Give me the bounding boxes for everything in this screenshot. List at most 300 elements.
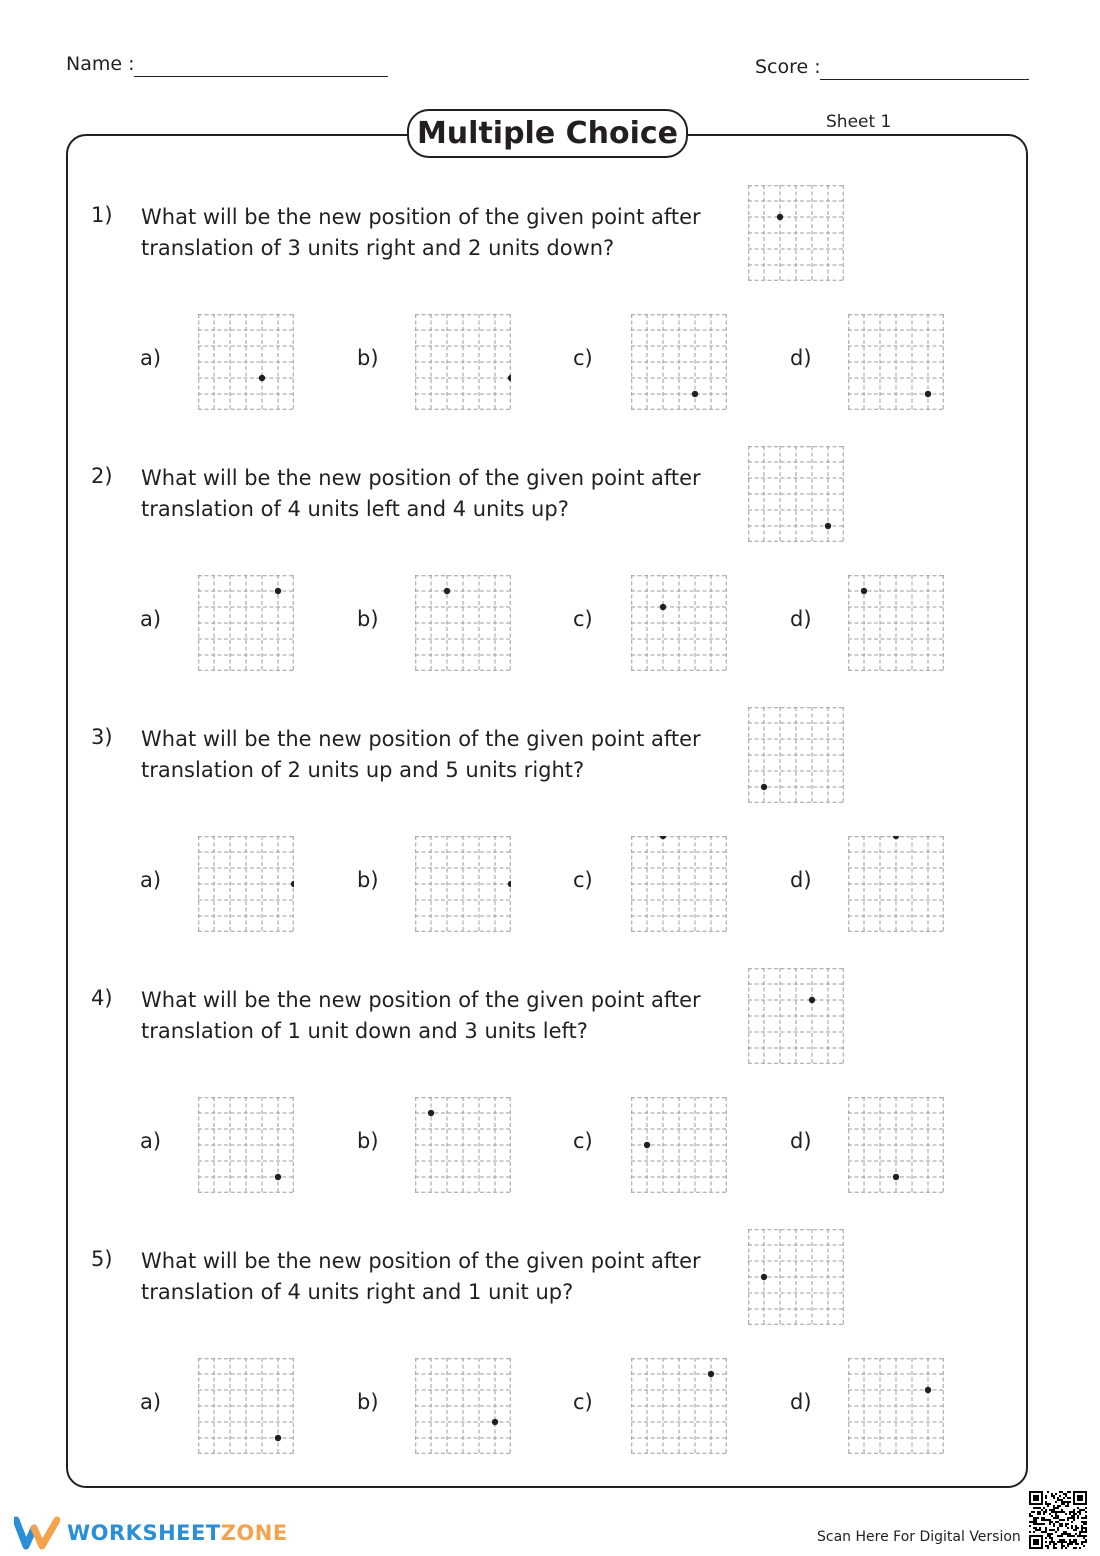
qr-module — [1051, 1511, 1053, 1513]
qr-module — [1067, 1543, 1069, 1545]
plotted-point — [893, 1174, 899, 1180]
qr-module — [1029, 1525, 1031, 1527]
qr-module — [1067, 1527, 1069, 1529]
qr-module — [1033, 1495, 1039, 1501]
qr-module — [1039, 1511, 1041, 1513]
qr-module — [1085, 1531, 1087, 1533]
qr-module — [1049, 1537, 1051, 1539]
qr-module — [1075, 1547, 1077, 1549]
option-label[interactable]: d) — [790, 346, 812, 370]
qr-module — [1055, 1547, 1057, 1549]
qr-module — [1083, 1535, 1085, 1537]
qr-module — [1033, 1527, 1035, 1529]
qr-module — [1067, 1533, 1069, 1535]
qr-module — [1045, 1509, 1047, 1511]
qr-module — [1053, 1497, 1055, 1499]
qr-module — [1063, 1503, 1065, 1505]
qr-module — [1073, 1529, 1075, 1531]
qr-module — [1047, 1505, 1049, 1507]
given-point-grid — [748, 1229, 844, 1325]
qr-code-icon[interactable] — [1029, 1491, 1087, 1549]
qr-module — [1061, 1545, 1063, 1547]
qr-module — [1071, 1541, 1073, 1543]
qr-module — [1045, 1527, 1047, 1529]
qr-module — [1033, 1517, 1035, 1519]
qr-module — [1067, 1517, 1069, 1519]
qr-module — [1067, 1523, 1069, 1525]
qr-module — [1049, 1513, 1051, 1515]
qr-module — [1029, 1515, 1031, 1517]
plotted-point — [660, 604, 666, 610]
page-title: Multiple Choice — [407, 109, 688, 158]
option-label[interactable]: c) — [573, 346, 593, 370]
qr-module — [1033, 1521, 1035, 1523]
option-label[interactable]: c) — [573, 607, 593, 631]
qr-module — [1057, 1541, 1059, 1543]
qr-module — [1085, 1535, 1087, 1537]
qr-module — [1085, 1517, 1087, 1519]
qr-module — [1085, 1523, 1087, 1525]
qr-module — [1069, 1543, 1071, 1545]
qr-module — [1061, 1511, 1063, 1513]
qr-module — [1047, 1503, 1049, 1505]
qr-module — [1067, 1535, 1069, 1537]
question-text: What will be the new position of the given point after translation of 1 unit down and 3 units left? — [141, 988, 701, 1043]
option-label[interactable]: b) — [357, 1390, 379, 1414]
qr-module — [1069, 1541, 1071, 1543]
option-label[interactable]: a) — [140, 1129, 162, 1153]
qr-module — [1075, 1525, 1077, 1527]
option-label[interactable]: d) — [790, 607, 812, 631]
qr-module — [1035, 1507, 1037, 1509]
worksheetzone-logo-icon — [14, 1516, 60, 1550]
qr-module — [1063, 1533, 1065, 1535]
plotted-point — [275, 1435, 281, 1441]
sheet-label: Sheet 1 — [826, 112, 892, 132]
score-field[interactable] — [820, 79, 1029, 80]
qr-module — [1065, 1501, 1067, 1503]
qr-module — [1043, 1507, 1045, 1509]
qr-module — [1041, 1517, 1043, 1519]
qr-module — [1079, 1535, 1081, 1537]
plotted-point — [492, 1419, 498, 1425]
qr-module — [1053, 1541, 1055, 1543]
answer-option-grid[interactable] — [198, 1097, 294, 1193]
qr-module — [1069, 1491, 1071, 1493]
qr-module — [1081, 1521, 1083, 1523]
qr-module — [1055, 1521, 1057, 1523]
qr-module — [1075, 1543, 1077, 1545]
qr-module — [1057, 1521, 1059, 1523]
qr-module — [1061, 1523, 1063, 1525]
option-label[interactable]: d) — [790, 868, 812, 892]
qr-module — [1061, 1541, 1063, 1543]
given-point-grid — [748, 968, 844, 1064]
qr-module — [1035, 1517, 1037, 1519]
qr-module — [1045, 1519, 1047, 1521]
qr-module — [1069, 1501, 1071, 1503]
qr-module — [1077, 1517, 1079, 1519]
qr-module — [1049, 1509, 1051, 1511]
qr-module — [1047, 1535, 1049, 1537]
qr-module — [1057, 1511, 1059, 1513]
qr-module — [1073, 1539, 1075, 1541]
qr-module — [1061, 1543, 1063, 1545]
plotted-point — [893, 836, 899, 839]
answer-option-grid[interactable] — [198, 1358, 294, 1454]
question-number: 5) — [91, 1247, 113, 1271]
answer-option-grid[interactable] — [415, 1358, 511, 1454]
qr-module — [1037, 1513, 1039, 1515]
qr-module — [1061, 1535, 1063, 1537]
qr-module — [1067, 1519, 1069, 1521]
qr-module — [1079, 1509, 1081, 1511]
qr-module — [1085, 1527, 1087, 1529]
qr-module — [1065, 1493, 1067, 1495]
qr-module — [1035, 1523, 1037, 1525]
answer-option-grid[interactable] — [198, 314, 294, 410]
qr-module — [1053, 1509, 1055, 1511]
qr-module — [1047, 1533, 1049, 1535]
qr-module — [1051, 1537, 1053, 1539]
qr-module — [1067, 1497, 1069, 1499]
qr-module — [1031, 1521, 1033, 1523]
qr-module — [1077, 1515, 1079, 1517]
qr-module — [1063, 1541, 1065, 1543]
answer-option-grid[interactable] — [631, 314, 727, 410]
option-label[interactable]: b) — [357, 1129, 379, 1153]
qr-module — [1075, 1541, 1077, 1543]
answer-option-grid[interactable] — [415, 314, 511, 410]
qr-module — [1061, 1509, 1063, 1511]
qr-module — [1063, 1519, 1065, 1521]
given-point-grid — [748, 185, 844, 281]
qr-module — [1073, 1535, 1075, 1537]
plotted-point — [428, 1110, 434, 1116]
plotted-point — [692, 391, 698, 397]
qr-module — [1051, 1509, 1053, 1511]
qr-module — [1047, 1545, 1049, 1547]
plotted-point — [708, 1371, 714, 1377]
answer-option-grid[interactable] — [848, 1358, 944, 1454]
qr-module — [1041, 1509, 1043, 1511]
qr-module — [1075, 1529, 1077, 1531]
qr-module — [1033, 1531, 1035, 1533]
qr-module — [1073, 1517, 1075, 1519]
qr-module — [1057, 1505, 1059, 1507]
qr-module — [1065, 1495, 1067, 1497]
qr-module — [1051, 1495, 1053, 1497]
qr-module — [1057, 1535, 1059, 1537]
qr-module — [1061, 1533, 1063, 1535]
qr-module — [1039, 1529, 1041, 1531]
qr-module — [1085, 1541, 1087, 1543]
qr-module — [1059, 1525, 1061, 1527]
answer-option-grid[interactable] — [415, 1097, 511, 1193]
qr-module — [1051, 1521, 1053, 1523]
qr-module — [1053, 1543, 1055, 1545]
qr-module — [1057, 1515, 1059, 1517]
qr-module — [1041, 1531, 1043, 1533]
option-label[interactable]: d) — [790, 1390, 812, 1414]
qr-module — [1053, 1529, 1055, 1531]
qr-module — [1071, 1511, 1073, 1513]
qr-module — [1085, 1539, 1087, 1541]
qr-module — [1079, 1531, 1081, 1533]
plotted-point — [861, 588, 867, 594]
name-label: Name : — [66, 53, 135, 75]
qr-module — [1069, 1513, 1071, 1515]
qr-module — [1057, 1499, 1059, 1501]
option-label[interactable]: b) — [357, 346, 379, 370]
qr-module — [1051, 1515, 1053, 1517]
qr-module — [1049, 1543, 1051, 1545]
plotted-point — [275, 1174, 281, 1180]
qr-module — [1053, 1525, 1055, 1527]
qr-module — [1071, 1543, 1073, 1545]
option-label[interactable]: c) — [573, 1129, 593, 1153]
question-text: What will be the new position of the given point after translation of 4 units left and 4 units up? — [141, 466, 701, 521]
qr-module — [1055, 1543, 1057, 1545]
qr-module — [1029, 1513, 1031, 1515]
qr-module — [1077, 1507, 1079, 1509]
qr-module — [1063, 1531, 1065, 1533]
qr-module — [1053, 1523, 1055, 1525]
qr-module — [1035, 1521, 1037, 1523]
qr-module — [1049, 1519, 1051, 1521]
qr-module — [1065, 1525, 1067, 1527]
qr-module — [1059, 1511, 1061, 1513]
qr-module — [1061, 1525, 1063, 1527]
plotted-point — [777, 214, 783, 220]
answer-option-grid[interactable] — [631, 1358, 727, 1454]
qr-module — [1069, 1511, 1071, 1513]
qr-module — [1063, 1493, 1065, 1495]
qr-module — [1037, 1523, 1039, 1525]
qr-module — [1055, 1507, 1057, 1509]
answer-option-grid[interactable] — [631, 836, 727, 932]
answer-option-grid[interactable] — [848, 575, 944, 671]
qr-module — [1071, 1535, 1073, 1537]
option-label[interactable]: b) — [357, 868, 379, 892]
qr-module — [1061, 1503, 1063, 1505]
qr-module — [1055, 1517, 1057, 1519]
question-number: 4) — [91, 986, 113, 1010]
qr-module — [1053, 1545, 1055, 1547]
qr-module — [1069, 1535, 1071, 1537]
qr-module — [1073, 1519, 1075, 1521]
answer-option-grid[interactable] — [415, 836, 511, 932]
qr-module — [1061, 1499, 1063, 1501]
qr-module — [1057, 1497, 1059, 1499]
qr-module — [1077, 1535, 1079, 1537]
qr-module — [1065, 1531, 1067, 1533]
qr-module — [1065, 1541, 1067, 1543]
qr-module — [1073, 1547, 1075, 1549]
option-label[interactable]: c) — [573, 868, 593, 892]
qr-module — [1081, 1543, 1083, 1545]
qr-module — [1049, 1533, 1051, 1535]
option-label[interactable]: b) — [357, 607, 379, 631]
qr-module — [1055, 1513, 1057, 1515]
qr-module — [1059, 1535, 1061, 1537]
qr-module — [1051, 1539, 1053, 1541]
qr-module — [1085, 1511, 1087, 1513]
qr-module — [1029, 1521, 1031, 1523]
qr-module — [1053, 1507, 1055, 1509]
scan-text: Scan Here For Digital Version — [817, 1529, 1021, 1545]
qr-module — [1073, 1515, 1075, 1517]
answer-option-grid[interactable] — [631, 1097, 727, 1193]
qr-module — [1073, 1509, 1075, 1511]
qr-module — [1031, 1511, 1033, 1513]
qr-module — [1059, 1523, 1061, 1525]
qr-module — [1083, 1509, 1085, 1511]
qr-module — [1035, 1529, 1037, 1531]
qr-module — [1069, 1533, 1071, 1535]
qr-module — [1073, 1511, 1075, 1513]
qr-module — [1041, 1519, 1043, 1521]
qr-module — [1079, 1533, 1081, 1535]
qr-module — [1067, 1501, 1069, 1503]
qr-module — [1059, 1499, 1061, 1501]
qr-module — [1085, 1521, 1087, 1523]
option-label[interactable]: a) — [140, 346, 162, 370]
qr-module — [1051, 1493, 1053, 1495]
qr-module — [1055, 1493, 1057, 1495]
option-label[interactable]: a) — [140, 1390, 162, 1414]
qr-module — [1057, 1529, 1059, 1531]
plotted-point — [761, 784, 767, 790]
qr-module — [1059, 1505, 1061, 1507]
answer-option-grid[interactable] — [198, 836, 294, 932]
qr-module — [1071, 1517, 1073, 1519]
qr-module — [1031, 1515, 1033, 1517]
answer-option-grid[interactable] — [415, 575, 511, 671]
qr-module — [1055, 1501, 1057, 1503]
qr-module — [1071, 1515, 1073, 1517]
qr-module — [1071, 1527, 1073, 1529]
qr-module — [1045, 1495, 1047, 1497]
qr-module — [1055, 1515, 1057, 1517]
qr-module — [1063, 1497, 1065, 1499]
plotted-point — [809, 997, 815, 1003]
qr-module — [1065, 1533, 1067, 1535]
qr-module — [1065, 1547, 1067, 1549]
qr-module — [1049, 1503, 1051, 1505]
qr-module — [1057, 1507, 1059, 1509]
qr-module — [1067, 1505, 1069, 1507]
qr-module — [1061, 1519, 1063, 1521]
qr-module — [1037, 1507, 1039, 1509]
qr-module — [1039, 1523, 1041, 1525]
qr-module — [1045, 1503, 1047, 1505]
plotted-point — [925, 1387, 931, 1393]
answer-option-grid[interactable] — [848, 1097, 944, 1193]
qr-module — [1077, 1543, 1079, 1545]
qr-module — [1051, 1533, 1053, 1535]
qr-module — [1043, 1513, 1045, 1515]
qr-module — [1065, 1505, 1067, 1507]
qr-module — [1063, 1511, 1065, 1513]
qr-module — [1033, 1507, 1035, 1509]
answer-option-grid[interactable] — [198, 575, 294, 671]
qr-module — [1063, 1539, 1065, 1541]
qr-module — [1059, 1491, 1061, 1493]
qr-module — [1061, 1539, 1063, 1541]
name-field[interactable] — [134, 76, 388, 77]
qr-module — [1037, 1517, 1039, 1519]
given-point-grid — [748, 446, 844, 542]
qr-module — [1035, 1527, 1037, 1529]
qr-module — [1051, 1529, 1053, 1531]
plotted-point — [291, 881, 294, 887]
qr-module — [1045, 1529, 1047, 1531]
qr-module — [1041, 1523, 1043, 1525]
answer-option-grid[interactable] — [631, 575, 727, 671]
qr-module — [1053, 1505, 1055, 1507]
plotted-point — [444, 588, 450, 594]
qr-module — [1085, 1515, 1087, 1517]
qr-module — [1081, 1531, 1083, 1533]
qr-module — [1045, 1537, 1047, 1539]
qr-module — [1039, 1527, 1041, 1529]
qr-module — [1035, 1519, 1037, 1521]
qr-module — [1075, 1513, 1077, 1515]
plotted-point — [660, 836, 666, 839]
qr-module — [1039, 1507, 1041, 1509]
question-number: 3) — [91, 725, 113, 749]
qr-module — [1057, 1527, 1059, 1529]
qr-module — [1053, 1547, 1055, 1549]
qr-module — [1033, 1511, 1035, 1513]
qr-module — [1047, 1547, 1049, 1549]
qr-module — [1043, 1523, 1045, 1525]
option-label[interactable]: a) — [140, 868, 162, 892]
qr-module — [1069, 1497, 1071, 1499]
qr-module — [1049, 1521, 1051, 1523]
plotted-point — [508, 375, 511, 381]
qr-module — [1043, 1531, 1045, 1533]
qr-module — [1059, 1541, 1061, 1543]
qr-module — [1049, 1529, 1051, 1531]
qr-module — [1053, 1511, 1055, 1513]
question-number: 1) — [91, 203, 113, 227]
answer-option-grid[interactable] — [848, 836, 944, 932]
plotted-point — [508, 881, 511, 887]
qr-module — [1053, 1517, 1055, 1519]
option-label[interactable]: c) — [573, 1390, 593, 1414]
qr-module — [1083, 1541, 1085, 1543]
option-label[interactable]: a) — [140, 607, 162, 631]
qr-module — [1045, 1511, 1047, 1513]
option-label[interactable]: d) — [790, 1129, 812, 1153]
qr-module — [1075, 1539, 1077, 1541]
qr-module — [1083, 1527, 1085, 1529]
qr-module — [1073, 1513, 1075, 1515]
qr-module — [1033, 1519, 1035, 1521]
plotted-point — [825, 523, 831, 529]
qr-module — [1071, 1525, 1073, 1527]
answer-option-grid[interactable] — [848, 314, 944, 410]
qr-module — [1077, 1495, 1083, 1501]
qr-module — [1065, 1513, 1067, 1515]
qr-module — [1045, 1545, 1047, 1547]
qr-module — [1081, 1529, 1083, 1531]
qr-module — [1075, 1527, 1077, 1529]
qr-module — [1063, 1501, 1065, 1503]
qr-module — [1053, 1495, 1055, 1497]
